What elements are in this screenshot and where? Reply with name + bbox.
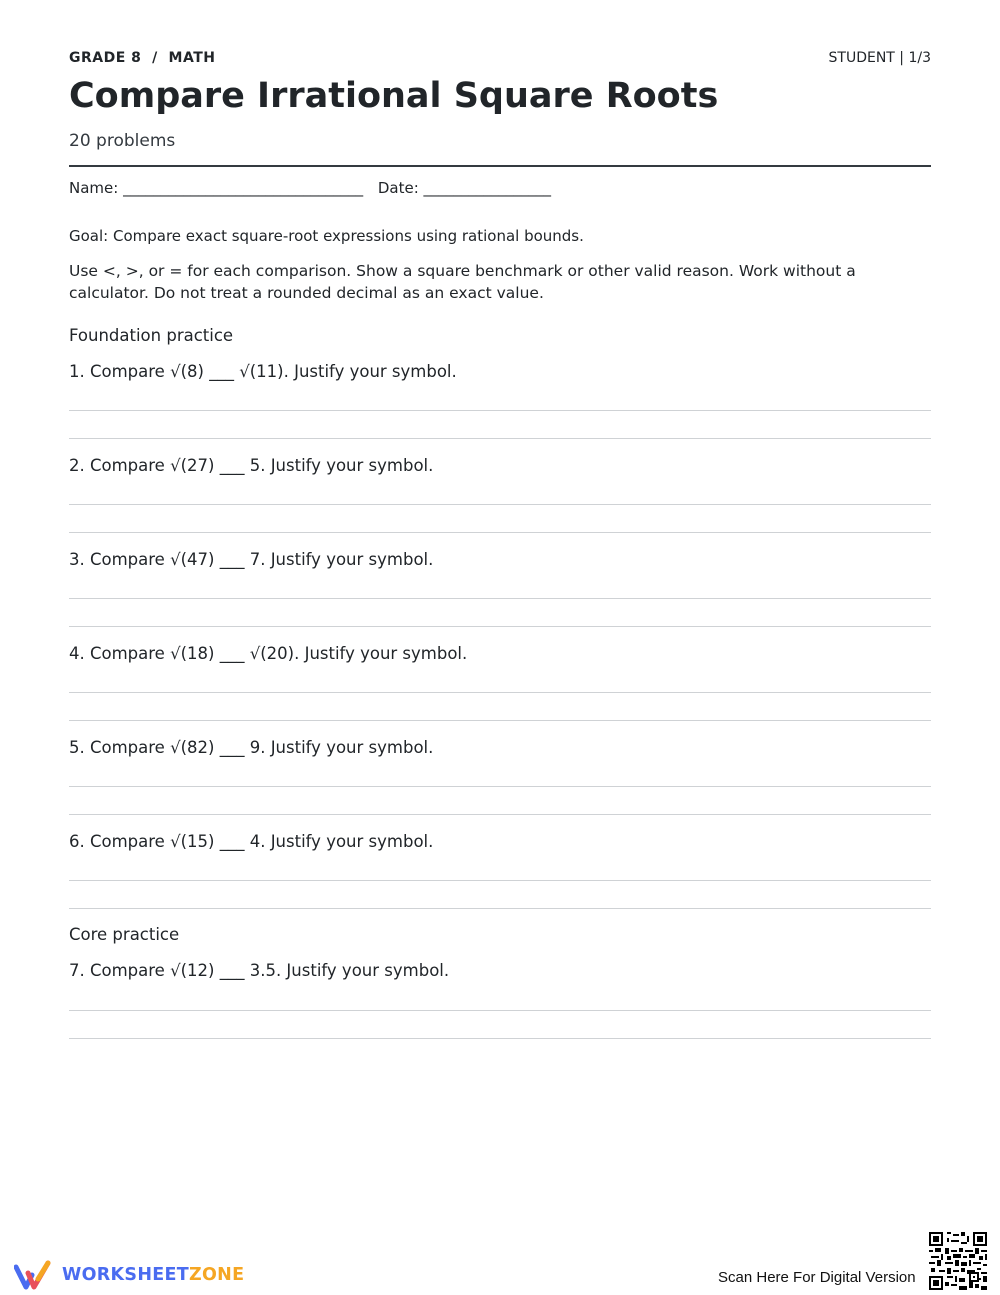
- answer-line[interactable]: [69, 532, 931, 533]
- answer-line[interactable]: [69, 410, 931, 411]
- answer-line[interactable]: [69, 626, 931, 627]
- answer-line[interactable]: [69, 908, 931, 909]
- section-heading-core: Core practice: [69, 925, 180, 944]
- section-heading-foundation: Foundation practice: [69, 326, 234, 345]
- answer-line[interactable]: [69, 880, 931, 881]
- page-indicator: STUDENT | 1/3: [828, 50, 931, 66]
- answer-line[interactable]: [69, 814, 931, 815]
- name-field[interactable]: Name: ________________________________: [69, 179, 364, 197]
- worksheetzone-logo[interactable]: [14, 1259, 245, 1291]
- answer-line[interactable]: [69, 786, 931, 787]
- instructions-text: Use <, >, or = for each comparison. Show a square benchmark or other valid reason. Work without a calculator. Do not treat a rounded decimal as an exact value.: [69, 262, 856, 302]
- answer-line[interactable]: [69, 692, 931, 693]
- problem-3: 3. Compare √(47) ___ 7. Justify your symbol.: [69, 550, 434, 569]
- problem-5: 5. Compare √(82) ___ 9. Justify your symbol.: [69, 738, 434, 757]
- answer-line[interactable]: [69, 1038, 931, 1039]
- problem-6: 6. Compare √(15) ___ 4. Justify your symbol.: [69, 832, 434, 851]
- problem-count: 20 problems: [69, 131, 176, 151]
- scan-label: Scan Here For Digital Version: [718, 1269, 916, 1286]
- answer-line[interactable]: [69, 1010, 931, 1011]
- goal-text: Goal: Compare exact square-root expressions using rational bounds.: [69, 227, 584, 245]
- problem-7: 7. Compare √(12) ___ 3.5. Justify your symbol.: [69, 961, 450, 980]
- answer-line[interactable]: [69, 598, 931, 599]
- grade-subject-label: GRADE 8 / MATH: [69, 50, 216, 66]
- header-divider: [69, 165, 931, 167]
- date-field[interactable]: Date: _________________: [377, 179, 552, 197]
- answer-line[interactable]: [69, 438, 931, 439]
- logo-text-zone: ZONE: [189, 1265, 245, 1285]
- qr-code-icon[interactable]: [929, 1232, 987, 1290]
- answer-line[interactable]: [69, 504, 931, 505]
- student-info-row: [69, 179, 561, 197]
- page-header: [69, 50, 931, 68]
- page-title: Compare Irrational Square Roots: [69, 76, 719, 116]
- logo-check-icon: [14, 1259, 54, 1291]
- problem-1: 1. Compare √(8) ___ √(11). Justify your symbol.: [69, 362, 457, 381]
- answer-line[interactable]: [69, 720, 931, 721]
- logo-text-worksheet: WORKSHEET: [62, 1265, 190, 1285]
- problem-2: 2. Compare √(27) ___ 5. Justify your symbol.: [69, 456, 434, 475]
- problem-4: 4. Compare √(18) ___ √(20). Justify your symbol.: [69, 644, 468, 663]
- logo-text: [62, 1265, 244, 1285]
